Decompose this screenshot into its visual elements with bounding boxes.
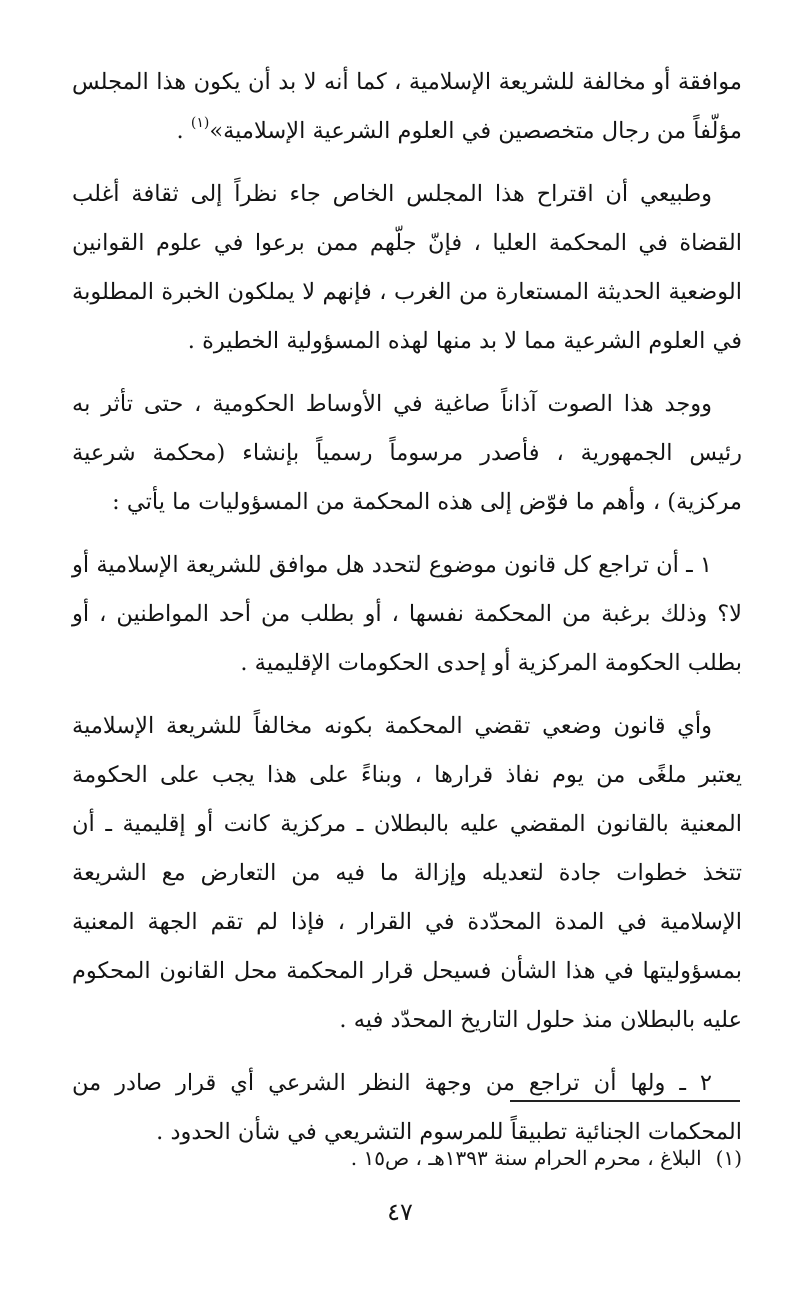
paragraph-1: [72, 58, 742, 156]
paragraph-1-end: .: [176, 118, 191, 144]
paragraph-6-item-2: ٢ ـ ولها أن تراجع من وجهة النظر الشرعي أي قرار صادر من المحكمات الجنائية تطبيقاً للمرسوم التشريعي في شأن الحدود .: [72, 1070, 742, 1145]
paragraph-2: وطبيعي أن اقتراح هذا المجلس الخاص جاء نظراً إلى ثقافة أغلب القضاة في المحكمة العليا ، فإنّ جلّهم ممن برعوا في علوم القوانين الوضعية الحديثة المستعارة من الغرب ، فإنهم لا يملكون الخبرة المطلوبة في العلوم الشرعية مما لا بد منها لهذه المسؤولية الخطيرة .: [72, 181, 742, 354]
paragraph-5: وأي قانون وضعي تقضي المحكمة بكونه مخالفاً للشريعة الإسلامية يعتبر ملغًى من يوم نفاذ قرارها ، وبناءً على هذا يجب على الحكومة المعنية بالقانون المقضي عليه بالبطلان ـ مركزية كانت أو إقليمية ـ أن تتخذ خطوات جادة لتعديله وإزالة ما فيه من التعارض مع الشريعة الإسلامية في المدة المحدّدة في القرار ، فإذا لم تقم الجهة المعنية بمسؤوليتها في هذا الشأن فسيحل قرار المحكمة محل القانون المحكوم عليه بالبطلان منذ حلول التاريخ المحدّد فيه .: [72, 713, 742, 1033]
paragraph-1-text: موافقة أو مخالفة للشريعة الإسلامية ، كما أنه لا بد أن يكون هذا المجلس مؤلّفاً من رجال متخصصين في العلوم الشرعية الإسلامية»: [72, 69, 742, 144]
page-number: ٤٧: [387, 1198, 413, 1226]
footnote-divider: [510, 1100, 740, 1102]
paragraph-4-item-1: ١ ـ أن تراجع كل قانون موضوع لتحدد هل موافق للشريعة الإسلامية أو لا؟ وذلك برغبة من المحكمة نفسها ، أو بطلب من أحد المواطنين ، أو بطلب الحكومة المركزية أو إحدى الحكومات الإقليمية .: [72, 552, 742, 676]
footnote-reference[interactable]: (١): [190, 115, 210, 131]
footnote-number: (١): [715, 1146, 742, 1170]
footnote-text: البلاغ ، محرم الحرام سنة ١٣٩٣هـ ، ص١٥ .: [350, 1146, 702, 1170]
page-body: [72, 58, 742, 1171]
footnote: [72, 1138, 742, 1178]
paragraph-3: ووجد هذا الصوت آذاناً صاغية في الأوساط الحكومية ، حتى تأثر به رئيس الجمهورية ، فأصدر مرسوماً رسمياً بإنشاء (محكمة شرعية مركزية) ، وأهم ما فوّض إلى هذه المحكمة من المسؤوليات ما يأتي :: [72, 391, 742, 515]
